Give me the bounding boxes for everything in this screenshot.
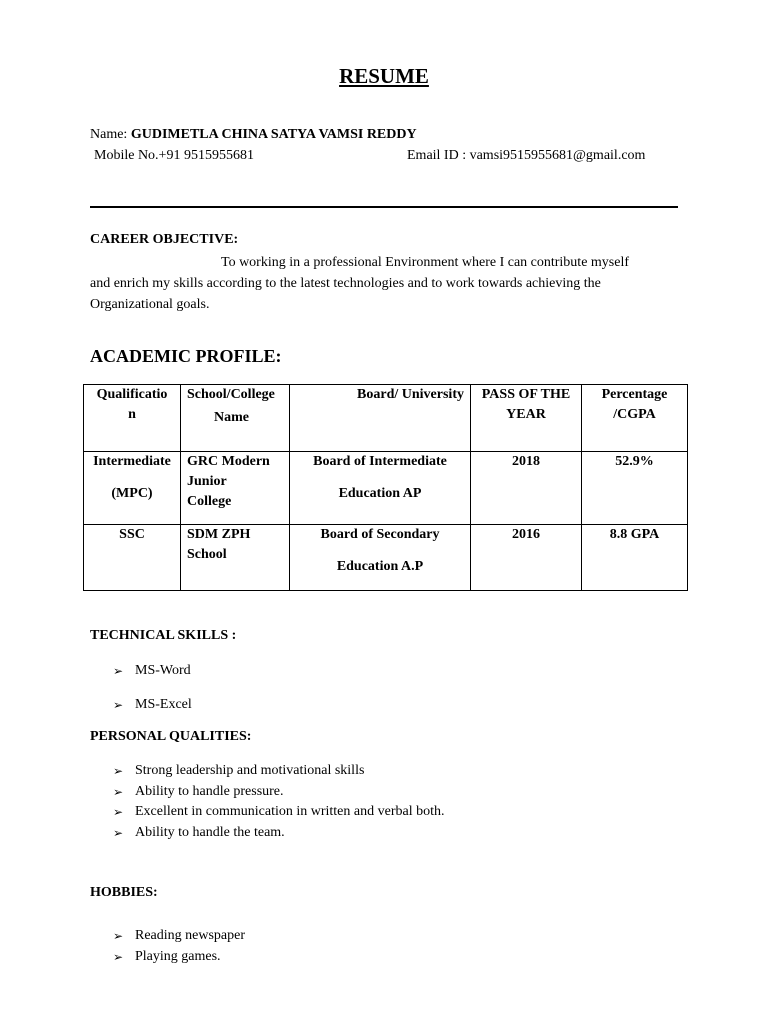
name-label: Name: xyxy=(90,127,128,142)
header-board: Board/ University xyxy=(290,385,471,452)
header-qualification: Qualificatio n xyxy=(84,385,181,452)
academic-profile-heading: ACADEMIC PROFILE: xyxy=(90,346,282,366)
page-title: RESUME xyxy=(339,64,429,88)
header-divider xyxy=(90,206,678,208)
cell-percentage: 52.9% xyxy=(582,452,688,525)
arrow-bullet-icon: ➢ xyxy=(113,949,124,964)
career-objective-heading: CAREER OBJECTIVE: xyxy=(90,232,239,247)
header-pass-year: PASS OF THE YEAR xyxy=(471,385,582,452)
cell-qualification: SSC xyxy=(84,525,181,591)
technical-skills-heading: TECHNICAL SKILLS : xyxy=(90,628,237,643)
cell-school: SDM ZPH School xyxy=(181,525,290,591)
arrow-bullet-icon: ➢ xyxy=(113,805,124,819)
arrow-bullet-icon: ➢ xyxy=(113,764,124,778)
name-line xyxy=(90,127,417,143)
cell-school: GRC Modern Junior College xyxy=(181,452,290,525)
list-item: ➢ Excellent in communication in written and verbal both. xyxy=(113,802,444,823)
arrow-bullet-icon: ➢ xyxy=(113,697,124,712)
arrow-bullet-icon: ➢ xyxy=(113,784,124,799)
arrow-bullet-icon: ➢ xyxy=(113,825,124,840)
mobile-number: Mobile No.+91 9515955681 xyxy=(94,148,254,163)
header-percentage: Percentage /CGPA xyxy=(582,385,688,452)
list-item: ➢ MS-Word xyxy=(113,661,192,682)
arrow-bullet-icon: ➢ xyxy=(113,929,124,943)
table-row xyxy=(84,452,688,525)
technical-skills-list xyxy=(113,661,192,715)
objective-line-1: To working in a professional Environment where I can contribute myself xyxy=(221,255,630,270)
candidate-name: GUDIMETLA CHINA SATYA VAMSI REDDY xyxy=(130,127,417,142)
header-school: School/College Name xyxy=(181,385,290,452)
career-objective-text xyxy=(90,252,668,315)
objective-line-3: Organizational goals. xyxy=(90,297,210,312)
table-header-row xyxy=(84,385,688,452)
academic-table xyxy=(83,384,688,591)
cell-percentage: 8.8 GPA xyxy=(582,525,688,591)
hobbies-heading: HOBBIES: xyxy=(90,885,158,900)
email-id: Email ID : vamsi9515955681@gmail.com xyxy=(407,148,646,163)
list-item: ➢ MS-Excel xyxy=(113,695,192,716)
list-item: ➢ Ability to handle pressure. xyxy=(113,782,444,803)
cell-year: 2018 xyxy=(471,452,582,525)
list-item: ➢ Strong leadership and motivational skills xyxy=(113,761,444,782)
cell-year: 2016 xyxy=(471,525,582,591)
list-item: ➢ Playing games. xyxy=(113,947,245,968)
list-item: ➢ Reading newspaper xyxy=(113,926,245,947)
arrow-bullet-icon: ➢ xyxy=(113,664,124,678)
personal-qualities-heading: PERSONAL QUALITIES: xyxy=(90,729,252,744)
list-item: ➢ Ability to handle the team. xyxy=(113,823,444,844)
table-row xyxy=(84,525,688,591)
cell-qualification: Intermediate (MPC) xyxy=(84,452,181,525)
personal-qualities-list xyxy=(113,761,444,843)
cell-board: Board of Intermediate Education AP xyxy=(290,452,471,525)
cell-board: Board of Secondary Education A.P xyxy=(290,525,471,591)
hobbies-list xyxy=(113,926,245,967)
objective-line-2: and enrich my skills according to the latest technologies and to work towards achieving the xyxy=(90,276,601,291)
